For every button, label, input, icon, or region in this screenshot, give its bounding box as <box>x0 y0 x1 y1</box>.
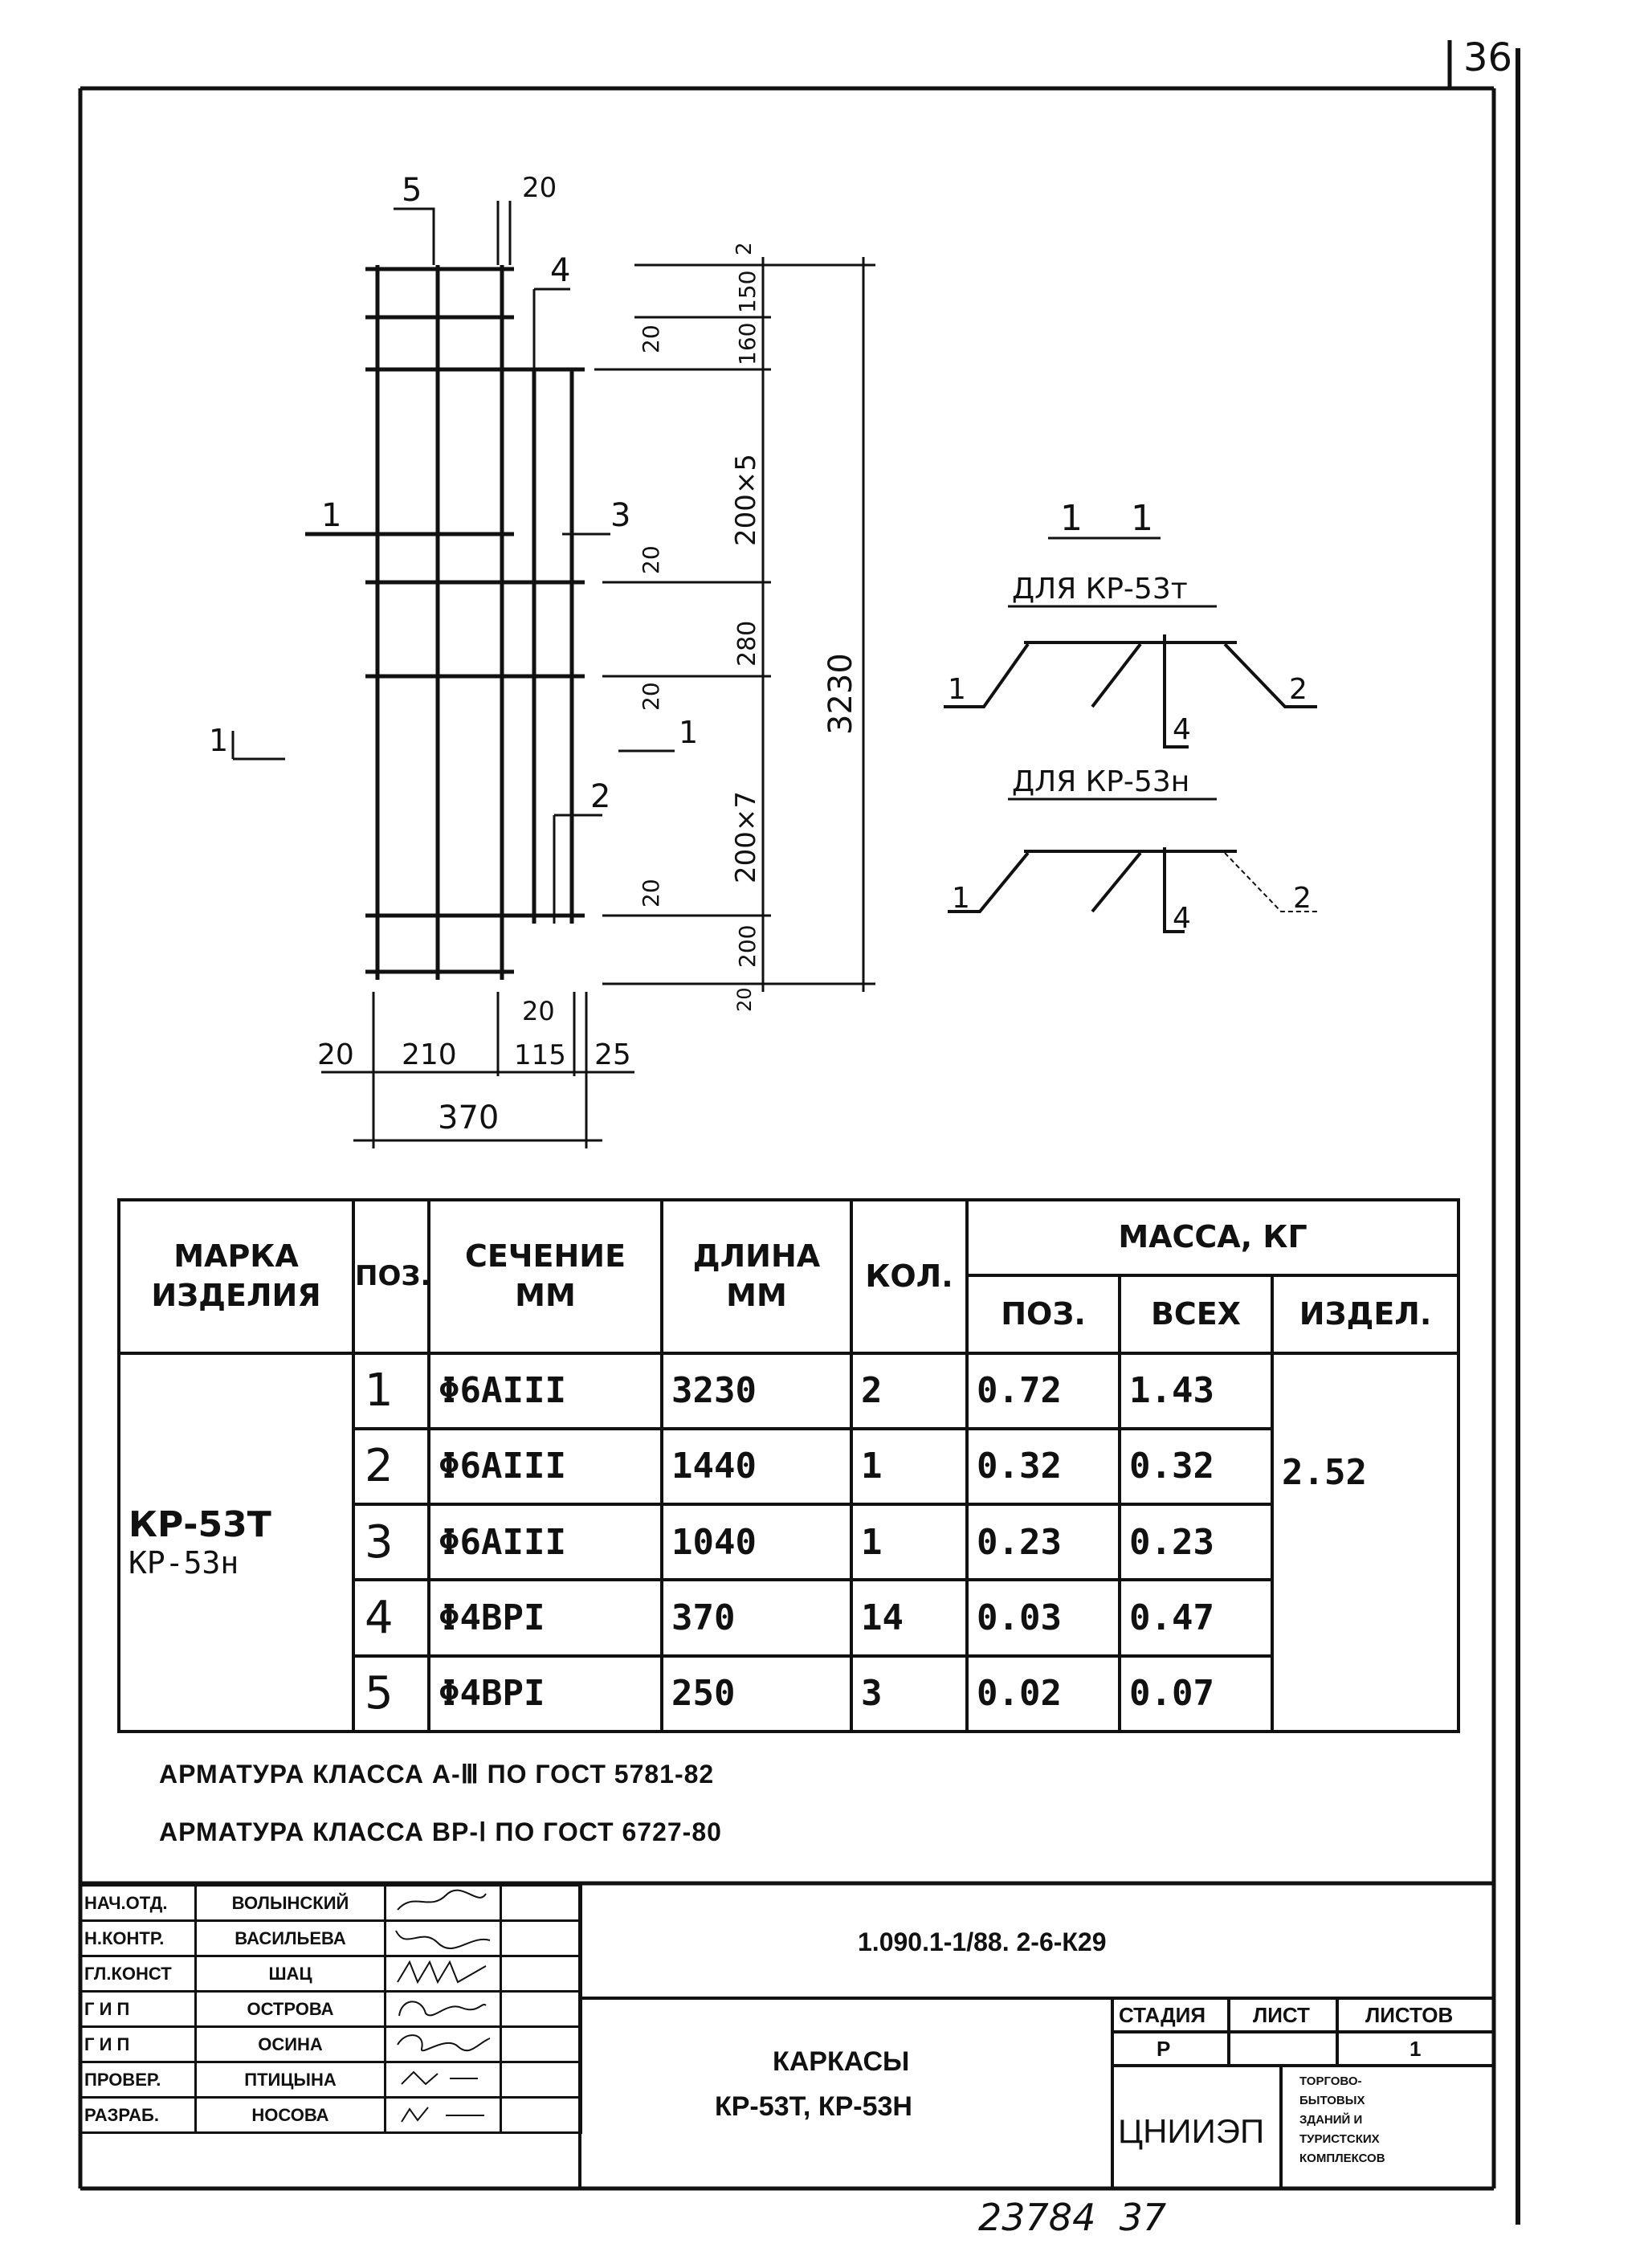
dim-bottom-20a: 20 <box>317 1038 354 1071</box>
drawing-title-line1: КАРКАСЫ <box>773 2046 910 2077</box>
dim-bottom-115: 115 <box>514 1039 566 1071</box>
row5-mass-all: 0.07 <box>1120 1656 1272 1732</box>
footer-number: 23784 37 <box>978 2196 1167 2239</box>
sig-name: ОСИНА <box>196 2027 386 2062</box>
org-desc-line: БЫТОВЫХ <box>1299 2094 1365 2107</box>
stage-value: Р <box>1157 2037 1171 2061</box>
dim-150: 150 <box>734 270 761 313</box>
organization: ЦНИИЭП <box>1118 2112 1265 2150</box>
row4-section: Φ4BPI <box>429 1580 662 1655</box>
sheets-value: 1 <box>1410 2037 1422 2061</box>
cut-marker-right: 1 <box>679 715 699 750</box>
sig-role: Г И П <box>80 1992 196 2027</box>
dim-20-c: 20 <box>638 682 664 711</box>
section-n-label2: 2 <box>1293 882 1312 915</box>
dim-3230: 3230 <box>822 653 859 735</box>
dim-20-d: 20 <box>638 879 664 908</box>
organization-description <box>1299 2072 1385 2168</box>
sig-role: Н.КОНТР. <box>80 1921 196 1956</box>
dim-200: 200 <box>734 924 761 968</box>
note-rebar-a3: АРМАТУРА КЛАССА А-Ⅲ ПО ГОСТ 5781-82 <box>159 1760 715 1789</box>
label-pos3: 3 <box>610 497 631 534</box>
row1-section: Φ6AIII <box>429 1353 662 1429</box>
dim-200x7: 200×7 <box>730 790 762 883</box>
label-pos1: 1 <box>321 497 342 534</box>
section-for-t: ДЛЯ КР-53т <box>1012 573 1188 606</box>
note-rebar-bp1: АРМАТУРА КЛАССА ВР-Ⅰ ПО ГОСТ 6727-80 <box>159 1817 722 1846</box>
row4-mass-all: 0.47 <box>1120 1580 1272 1655</box>
row3-length: 1040 <box>662 1504 851 1580</box>
item-mass: 2.52 <box>1282 1452 1367 1494</box>
sig-role: НАЧ.ОТД. <box>80 1886 196 1921</box>
dim-280: 280 <box>733 620 761 667</box>
row5-qty: 3 <box>851 1656 967 1732</box>
section-t-label2: 2 <box>1289 673 1308 706</box>
dim-160: 160 <box>734 322 761 365</box>
header-section: СЕЧЕНИЕ ММ <box>429 1200 662 1353</box>
sig-name: ВАСИЛЬЕВА <box>196 1921 386 1956</box>
dim-20-b: 20 <box>638 545 664 574</box>
row5-mass-pos: 0.02 <box>967 1656 1120 1732</box>
row4-pos: 4 <box>353 1580 429 1655</box>
row4-qty: 14 <box>851 1580 967 1655</box>
sheets-label: ЛИСТОВ <box>1365 2003 1454 2027</box>
dim-bottom-370: 370 <box>438 1099 500 1136</box>
row3-qty: 1 <box>851 1504 967 1580</box>
header-mass: МАССА, КГ <box>967 1200 1458 1275</box>
dim-20-e: 20 <box>733 987 756 1012</box>
sig-name: ВОЛЫНСКИЙ <box>196 1886 386 1921</box>
row1-mass-all: 1.43 <box>1120 1353 1272 1429</box>
row2-mass-pos: 0.32 <box>967 1429 1120 1504</box>
header-mass-all: ВСЕХ <box>1120 1275 1272 1352</box>
section-t-label4: 4 <box>1173 713 1191 746</box>
row1-pos: 1 <box>353 1353 429 1429</box>
section-n-label1: 1 <box>952 882 970 915</box>
dim-2-top: 2 <box>732 242 757 255</box>
org-desc-line: КОМПЛЕКСОВ <box>1299 2152 1385 2165</box>
dim-bottom-20b: 20 <box>522 996 555 1026</box>
row2-length: 1440 <box>662 1429 851 1504</box>
dim-20-a: 20 <box>638 324 664 353</box>
row3-section: Φ6AIII <box>429 1504 662 1580</box>
mark-secondary: КР-53н <box>129 1544 239 1581</box>
sig-role: ГЛ.КОНСТ <box>80 1956 196 1992</box>
dim-bottom-25: 25 <box>594 1038 631 1071</box>
row1-qty: 2 <box>851 1353 967 1429</box>
row4-length: 370 <box>662 1580 851 1655</box>
row4-mass-pos: 0.03 <box>967 1580 1120 1655</box>
sig-role: РАЗРАБ. <box>80 2098 196 2133</box>
org-desc-line: ТОРГОВО- <box>1299 2074 1362 2088</box>
section-n-label4: 4 <box>1173 902 1191 935</box>
header-mass-pos: ПОЗ. <box>967 1275 1120 1352</box>
header-qty: КОЛ. <box>851 1200 967 1353</box>
header-pos: ПОЗ. <box>353 1200 429 1353</box>
row5-length: 250 <box>662 1656 851 1732</box>
cut-marker-left: 1 <box>209 723 229 758</box>
sig-role: Г И П <box>80 2027 196 2062</box>
section-for-n: ДЛЯ КР-53н <box>1012 765 1190 798</box>
label-pos4: 4 <box>550 252 571 289</box>
row3-mass-pos: 0.23 <box>967 1504 1120 1580</box>
sig-name: НОСОВА <box>196 2098 386 2133</box>
row2-pos: 2 <box>353 1429 429 1504</box>
section-title-b: 1 <box>1131 498 1153 539</box>
section-t-label1: 1 <box>948 673 966 706</box>
row5-pos: 5 <box>353 1656 429 1732</box>
row1-length: 3230 <box>662 1353 851 1429</box>
sheet-corner-number: 36 <box>1463 35 1513 80</box>
header-mass-item: ИЗДЕЛ. <box>1272 1275 1458 1352</box>
label-pos5: 5 <box>402 172 422 209</box>
mark-primary: КР-53Т <box>129 1503 271 1545</box>
row2-section: Φ6AIII <box>429 1429 662 1504</box>
section-title-a: 1 <box>1060 498 1083 539</box>
sig-name: ПТИЦЫНА <box>196 2062 386 2098</box>
dim-bottom-210: 210 <box>402 1038 457 1071</box>
row2-mass-all: 0.32 <box>1120 1429 1272 1504</box>
doc-code: 1.090.1-1/88. 2-6-К29 <box>858 1927 1107 1956</box>
org-desc-line: ЗДАНИЙ И <box>1299 2113 1363 2127</box>
row3-mass-all: 0.23 <box>1120 1504 1272 1580</box>
label-pos2: 2 <box>590 778 611 815</box>
row5-section: Φ4BPI <box>429 1656 662 1732</box>
row3-pos: 3 <box>353 1504 429 1580</box>
row1-mass-pos: 0.72 <box>967 1353 1120 1429</box>
sig-name: ОСТРОВА <box>196 1992 386 2027</box>
header-length: ДЛИНА ММ <box>662 1200 851 1353</box>
header-mark: МАРКА ИЗДЕЛИЯ <box>119 1200 353 1353</box>
sig-role: ПРОВЕР. <box>80 2062 196 2098</box>
sig-name: ШАЦ <box>196 1956 386 1992</box>
label-dim20-top: 20 <box>522 172 557 204</box>
dim-200x5: 200×5 <box>730 453 762 546</box>
stage-label: СТАДИЯ <box>1119 2003 1206 2027</box>
drawing-title-line2: КР-53Т, КР-53Н <box>715 2091 912 2122</box>
org-desc-line: ТУРИСТСКИХ <box>1299 2132 1380 2146</box>
row2-qty: 1 <box>851 1429 967 1504</box>
sheet-label: ЛИСТ <box>1253 2003 1310 2027</box>
